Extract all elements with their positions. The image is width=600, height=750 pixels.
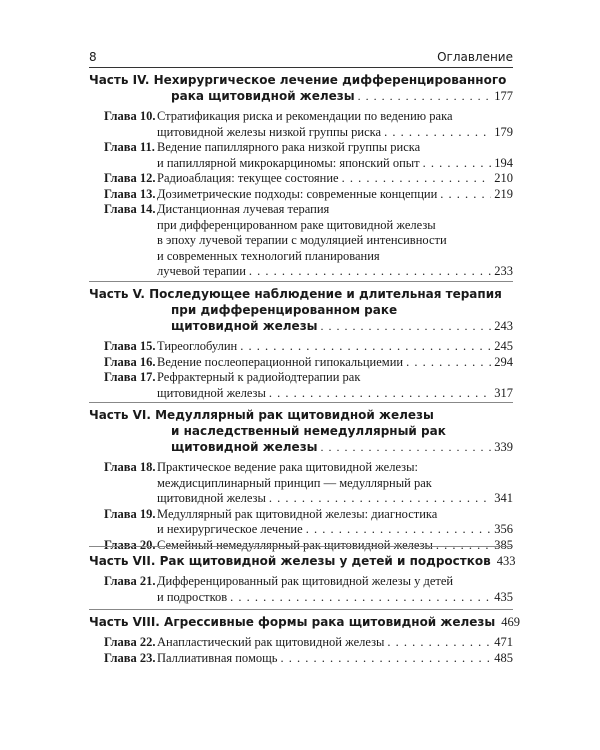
- chapter-title-line: Семейный немедуллярный рак щитовидной железы: [157, 537, 433, 552]
- chapter-title-line: щитовидной железы: [157, 491, 266, 505]
- part-title-line: и наследственный немедуллярный рак: [171, 424, 446, 438]
- chapter-title-line: Рефрактерный к радиойодтерапии рак: [157, 370, 361, 384]
- chapter-title-line: Анапластический рак щитовидной железы: [157, 635, 385, 649]
- chapter-title-line: Тиреоглобулин: [157, 339, 238, 353]
- running-header: [89, 48, 513, 66]
- part-page-number: 433: [496, 554, 516, 568]
- section-divider: [89, 402, 513, 403]
- toc-chapter: [89, 355, 513, 371]
- part-title-line: Часть V. Последующее наблюдение и длительная терапия: [89, 287, 502, 301]
- chapter-page-number: 245: [494, 339, 513, 353]
- part-heading: [89, 553, 516, 569]
- toc-chapter: [89, 109, 513, 140]
- toc-chapter: [89, 140, 513, 171]
- chapter-title-line: Ведение папиллярного рака низкой группы риска: [157, 140, 421, 154]
- part-page-number: 177: [494, 89, 513, 103]
- part-title-line: Часть VIII. Агрессивные формы рака щитовидной железы: [89, 615, 496, 629]
- chapter-label: Глава 14.: [104, 202, 156, 216]
- part-title-line: при дифференцированном раке: [171, 303, 398, 317]
- chapter-label: Глава 22.: [104, 635, 156, 649]
- chapter-title-line: и нехирургическое лечение: [157, 522, 303, 536]
- part-title-line: Часть IV. Нехирургическое лечение дифференцированного: [89, 73, 507, 87]
- chapter-page-number: 341: [494, 491, 513, 505]
- chapter-page-number: 294: [494, 354, 513, 369]
- chapter-page-number: 485: [494, 650, 513, 665]
- chapter-title-line: щитовидной железы: [157, 385, 266, 400]
- chapter-label: Глава 23.: [104, 650, 156, 665]
- chapter-label: Глава 20.: [104, 537, 156, 552]
- part-page-number: 469: [501, 615, 520, 629]
- toc-chapter: [89, 574, 513, 605]
- chapter-label: Глава 15.: [104, 339, 156, 353]
- chapter-label: Глава 19.: [104, 506, 156, 521]
- part-heading: [89, 286, 513, 334]
- chapter-label: Глава 12.: [104, 171, 156, 185]
- toc-chapter: [89, 507, 513, 538]
- chapter-label: Глава 16.: [104, 354, 156, 369]
- chapter-title-line: и подростков: [157, 589, 228, 604]
- chapter-title-line: Стратификация риска и рекомендации по ведению рака: [157, 109, 453, 123]
- chapter-label: Глава 17.: [104, 370, 156, 384]
- chapter-title-line: междисциплинарный принцип — медуллярный рак: [157, 475, 432, 490]
- chapter-label: Глава 18.: [104, 460, 156, 474]
- chapter-title-line: Дистанционная лучевая терапия: [157, 202, 330, 216]
- chapter-title-line: лучевой терапии: [157, 264, 246, 278]
- toc-part-6: [89, 407, 513, 553]
- chapter-label: Глава 13.: [104, 186, 156, 201]
- part-heading: [89, 407, 513, 455]
- chapter-page-number: 179: [494, 124, 513, 139]
- chapter-title-line: Дифференцированный рак щитовидной железы у детей: [157, 574, 454, 588]
- toc-part-5: [89, 286, 513, 401]
- section-divider: [89, 546, 513, 547]
- chapter-title-line: в эпоху лучевой терапии с модуляцией интенсивности: [157, 233, 447, 247]
- part-title-line: щитовидной железы: [171, 440, 318, 454]
- toc-chapter: [89, 202, 513, 280]
- chapter-title-line: щитовидной железы низкой группы риска: [157, 124, 382, 139]
- page-number: 8: [89, 50, 97, 64]
- part-title-line: Часть VI. Медуллярный рак щитовидной железы: [89, 408, 434, 422]
- chapter-title-line: Ведение послеоперационной гипокальциемии: [157, 354, 404, 369]
- part-heading: [89, 614, 520, 630]
- chapter-title-line: Радиоаблация: текущее состояние: [157, 171, 339, 185]
- chapter-page-number: 471: [494, 635, 513, 649]
- section-divider: [89, 281, 513, 282]
- chapter-title-line: при дифференцированном раке щитовидной железы: [157, 217, 436, 232]
- chapter-title-line: Практическое ведение рака щитовидной железы:: [157, 460, 418, 474]
- chapter-title-line: Дозиметрические подходы: современные концепции: [157, 186, 438, 201]
- part-title-line: рака щитовидной железы: [171, 89, 355, 103]
- chapter-page-number: 356: [494, 522, 513, 536]
- chapter-page-number: 194: [494, 155, 513, 170]
- part-heading: [89, 72, 513, 104]
- toc-part-8: [89, 614, 520, 666]
- chapter-page-number: 219: [494, 186, 513, 201]
- toc-chapter: [89, 171, 513, 187]
- running-title: Оглавление: [437, 50, 513, 64]
- chapter-label: Глава 10.: [104, 109, 156, 123]
- chapter-page-number: 435: [494, 589, 513, 604]
- toc-part-7: [89, 553, 516, 605]
- toc-chapter: [89, 370, 513, 401]
- toc-chapter: [89, 460, 513, 507]
- chapter-page-number: 385: [494, 537, 513, 552]
- chapter-page-number: 233: [494, 264, 513, 278]
- chapter-title-line: Паллиативная помощь: [157, 650, 278, 665]
- part-title-line: щитовидной железы: [171, 319, 318, 333]
- part-page-number: 339: [494, 440, 513, 454]
- section-divider: [89, 609, 513, 610]
- toc-chapter: [89, 651, 513, 667]
- toc-part-4: [89, 72, 513, 280]
- toc-chapter: [89, 339, 513, 355]
- header-rule: [89, 67, 513, 68]
- chapter-page-number: 317: [494, 385, 513, 400]
- chapter-page-number: 210: [494, 171, 513, 185]
- chapter-label: Глава 21.: [104, 574, 156, 588]
- chapter-title-line: Медуллярный рак щитовидной железы: диагностика: [157, 506, 438, 521]
- chapter-label: Глава 11.: [104, 140, 155, 154]
- part-page-number: 243: [494, 319, 513, 333]
- chapter-title-line: и современных технологий планирования: [157, 248, 380, 263]
- part-title-line: Часть VII. Рак щитовидной железы у детей и подростков: [89, 554, 491, 568]
- toc-chapter: [89, 187, 513, 203]
- toc-chapter: [89, 635, 513, 651]
- chapter-title-line: и папиллярной микрокарциномы: японский опыт: [157, 155, 420, 170]
